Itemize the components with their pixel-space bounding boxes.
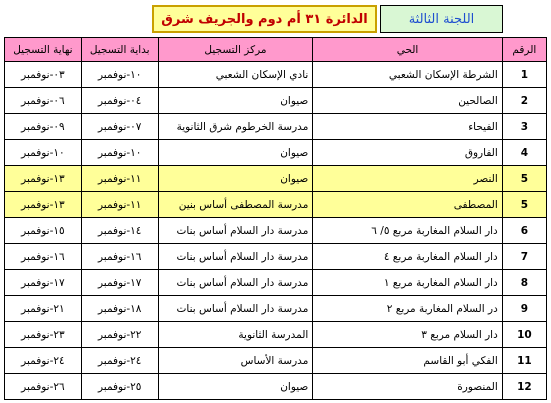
committee-title: اللجنة الثالثة — [380, 5, 503, 33]
table-row — [5, 192, 547, 218]
cell-num[interactable]: 12 — [502, 374, 546, 400]
header-end[interactable]: نهاية التسجيل — [5, 38, 82, 62]
cell-start[interactable]: ١٨-نوفمبر — [81, 296, 158, 322]
cell-end[interactable]: ٠٣-نوفمبر — [5, 62, 82, 88]
registration-table — [4, 37, 547, 400]
cell-area[interactable]: المنصورة — [313, 374, 502, 400]
cell-area[interactable]: الفكي أبو القاسم — [313, 348, 502, 374]
cell-start[interactable]: ٢٥-نوفمبر — [81, 374, 158, 400]
cell-end[interactable]: ٢٦-نوفمبر — [5, 374, 82, 400]
cell-center[interactable]: نادي الإسكان الشعبي — [158, 62, 313, 88]
table-row — [5, 374, 547, 400]
cell-num[interactable]: 6 — [502, 218, 546, 244]
cell-area[interactable]: دار السلام مربع ٣ — [313, 322, 502, 348]
cell-start[interactable]: ٢٢-نوفمبر — [81, 322, 158, 348]
cell-num[interactable]: 7 — [502, 244, 546, 270]
table-row — [5, 322, 547, 348]
cell-num[interactable]: 9 — [502, 296, 546, 322]
cell-center[interactable]: مدرسة دار السلام أساس بنات — [158, 296, 313, 322]
cell-end[interactable]: ١٠-نوفمبر — [5, 140, 82, 166]
cell-area[interactable]: النصر — [313, 166, 502, 192]
cell-center[interactable]: صيوان — [158, 88, 313, 114]
cell-start[interactable]: ٢٤-نوفمبر — [81, 348, 158, 374]
cell-end[interactable]: ١٥-نوفمبر — [5, 218, 82, 244]
table-row — [5, 62, 547, 88]
cell-end[interactable]: ٢١-نوفمبر — [5, 296, 82, 322]
header-center[interactable]: مركز التسجيل — [158, 38, 313, 62]
cell-center[interactable]: صيوان — [158, 140, 313, 166]
cell-area[interactable]: دار السلام المغاربة مربع ٤ — [313, 244, 502, 270]
header-num[interactable]: الرقم — [502, 38, 546, 62]
cell-center[interactable]: مدرسة الخرطوم شرق الثانوية — [158, 114, 313, 140]
cell-end[interactable]: ١٦-نوفمبر — [5, 244, 82, 270]
table-header-row — [5, 38, 547, 62]
cell-center[interactable]: مدرسة المصطفى أساس بنين — [158, 192, 313, 218]
table-row — [5, 270, 547, 296]
cell-area[interactable]: دار السلام المغاربة مربع ١ — [313, 270, 502, 296]
cell-center[interactable]: مدرسة دار السلام أساس بنات — [158, 218, 313, 244]
cell-start[interactable]: ١٤-نوفمبر — [81, 218, 158, 244]
cell-center[interactable]: مدرسة الأساس — [158, 348, 313, 374]
cell-num[interactable]: 1 — [502, 62, 546, 88]
table-row — [5, 140, 547, 166]
header-start[interactable]: بداية التسجيل — [81, 38, 158, 62]
table-row — [5, 88, 547, 114]
district-title: الدائرة ٣١ أم دوم والجريف شرق — [152, 5, 377, 33]
cell-area[interactable]: الفيحاء — [313, 114, 502, 140]
table-row — [5, 244, 547, 270]
cell-end[interactable]: ١٣-نوفمبر — [5, 192, 82, 218]
cell-area[interactable]: الشرطة الإسكان الشعبي — [313, 62, 502, 88]
table-row — [5, 296, 547, 322]
cell-start[interactable]: ١٦-نوفمبر — [81, 244, 158, 270]
cell-center[interactable]: صيوان — [158, 374, 313, 400]
table-row — [5, 114, 547, 140]
cell-num[interactable]: 5 — [502, 192, 546, 218]
cell-center[interactable]: المدرسة الثانوية — [158, 322, 313, 348]
cell-num[interactable]: 2 — [502, 88, 546, 114]
cell-area[interactable]: دار السلام المغاربة مربع ٥/ ٦ — [313, 218, 502, 244]
cell-num[interactable]: 5 — [502, 166, 546, 192]
cell-start[interactable]: ١١-نوفمبر — [81, 166, 158, 192]
cell-end[interactable]: ٠٩-نوفمبر — [5, 114, 82, 140]
cell-center[interactable]: مدرسة دار السلام أساس بنات — [158, 244, 313, 270]
cell-start[interactable]: ١١-نوفمبر — [81, 192, 158, 218]
table-row — [5, 218, 547, 244]
cell-end[interactable]: ١٧-نوفمبر — [5, 270, 82, 296]
cell-start[interactable]: ١٠-نوفمبر — [81, 62, 158, 88]
cell-num[interactable]: 10 — [502, 322, 546, 348]
cell-end[interactable]: ٠٦-نوفمبر — [5, 88, 82, 114]
cell-num[interactable]: 4 — [502, 140, 546, 166]
cell-num[interactable]: 8 — [502, 270, 546, 296]
cell-start[interactable]: ١٠-نوفمبر — [81, 140, 158, 166]
cell-center[interactable]: مدرسة دار السلام أساس بنات — [158, 270, 313, 296]
table-row — [5, 348, 547, 374]
cell-start[interactable]: ٠٧-نوفمبر — [81, 114, 158, 140]
cell-center[interactable]: صيوان — [158, 166, 313, 192]
cell-area[interactable]: الصالحين — [313, 88, 502, 114]
cell-end[interactable]: ٢٤-نوفمبر — [5, 348, 82, 374]
table-row — [5, 166, 547, 192]
cell-area[interactable]: المصطفى — [313, 192, 502, 218]
cell-end[interactable]: ٢٣-نوفمبر — [5, 322, 82, 348]
cell-area[interactable]: در السلام المغاربة مربع ٢ — [313, 296, 502, 322]
cell-num[interactable]: 11 — [502, 348, 546, 374]
cell-area[interactable]: الفاروق — [313, 140, 502, 166]
cell-start[interactable]: ٠٤-نوفمبر — [81, 88, 158, 114]
cell-end[interactable]: ١٣-نوفمبر — [5, 166, 82, 192]
header-area[interactable]: الحي — [313, 38, 502, 62]
cell-start[interactable]: ١٧-نوفمبر — [81, 270, 158, 296]
cell-num[interactable]: 3 — [502, 114, 546, 140]
